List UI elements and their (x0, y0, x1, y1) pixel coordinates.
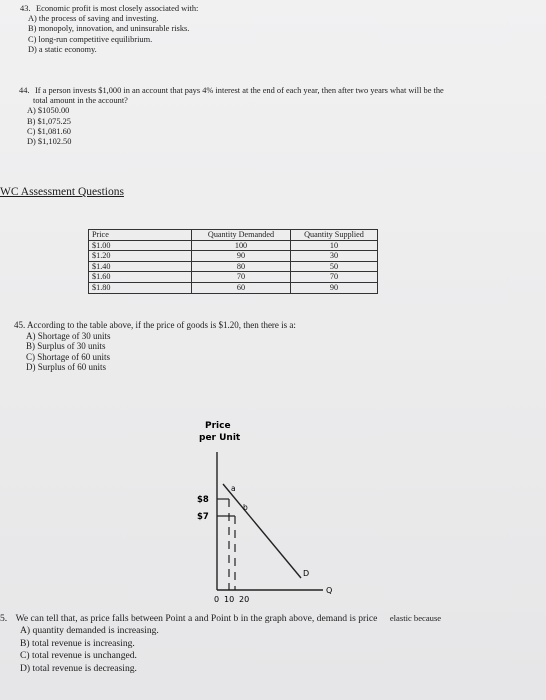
question-45-option-b: B) Surplus of 30 units (26, 341, 106, 352)
demand-curve-label: D (303, 569, 310, 578)
question-46-option-b: B) total revenue is increasing. (20, 637, 135, 649)
supply-demand-table (88, 229, 378, 294)
question-45-option-c: C) Shortage of 60 units (26, 351, 110, 362)
question-45-option-a: A) Shortage of 30 units (26, 330, 111, 341)
table-cell: $1.00 (89, 240, 192, 251)
question-46-option-a: A) quantity demanded is increasing. (20, 625, 159, 637)
question-44-option-c: C) $1,081.60 (27, 126, 71, 136)
question-43-stem: 43. Economic profit is most closely associated with: (20, 4, 199, 13)
table-cell: 30 (291, 251, 378, 262)
table-cell: 70 (291, 272, 378, 283)
question-43 (20, 4, 198, 55)
table-cell: 90 (192, 251, 291, 262)
question-43-option-b: B) monopoly, innovation, and uninsurable risks. (28, 24, 190, 34)
y-tick-8: $8 (197, 495, 209, 505)
table-row (89, 240, 378, 251)
question-number: 44. (19, 86, 30, 95)
question-44-option-a: A) $1050.00 (27, 106, 70, 116)
question-46-option-c: C) total revenue is unchanged. (20, 650, 137, 662)
question-45 (14, 320, 296, 373)
question-43-option-a: A) the process of saving and investing. (28, 14, 159, 24)
question-45-stem: 45. According to the table above, if the price of goods is $1.20, then there is a: (14, 320, 296, 330)
x-tick-20: 20 (239, 595, 250, 604)
question-46-stem: 5. We can tell that, as price falls between Point a and Point b in the graph above, demand is price elastic because (0, 613, 442, 624)
y-tick-7: $7 (197, 512, 209, 522)
x-axis-label: Q (326, 586, 333, 595)
question-43-option-d: D) a static economy. (28, 44, 97, 54)
table-row (89, 272, 378, 283)
table-cell: 90 (291, 282, 378, 293)
point-b-label: b (243, 503, 248, 512)
table-header-qs: Quantity Supplied (291, 230, 378, 241)
question-44-stem: 44. If a person invests $1,000 in an account that pays 4% interest at the end of each year, then after two years what will be the (19, 86, 444, 95)
table-row (89, 261, 378, 272)
question-number: 43. (20, 4, 31, 13)
table-cell: 60 (192, 282, 291, 293)
table-row (89, 251, 378, 262)
table-cell: $1.80 (89, 282, 192, 293)
table-header-qd: Quantity Demanded (192, 230, 291, 241)
table-cell: 50 (291, 261, 378, 272)
x-tick-10: 10 (224, 595, 235, 604)
question-number: 5. (0, 613, 8, 624)
table-cell: $1.40 (89, 261, 192, 272)
table-cell: $1.20 (89, 251, 192, 262)
question-43-option-c: C) long-run competitive equilibrium. (28, 34, 153, 44)
question-45-option-d: D) Surplus of 60 units (26, 362, 107, 373)
question-44-option-b: B) $1,075.25 (27, 116, 71, 126)
table-row (89, 282, 378, 293)
section-title: WC Assessment Questions (0, 186, 124, 198)
question-46-option-d: D) total revenue is decreasing. (20, 662, 137, 674)
table-header-price: Price (89, 230, 192, 241)
demand-graph (195, 418, 345, 608)
question-44-option-d: D) $1,102.50 (27, 137, 72, 147)
question-44-stem-continued: total amount in the account? (33, 96, 128, 106)
table-cell: 70 (192, 272, 291, 283)
table-cell: 80 (192, 261, 291, 272)
table-cell: $1.60 (89, 272, 192, 283)
table-header-row (89, 230, 378, 241)
y-axis-label-line1: Price (205, 421, 231, 431)
question-46 (0, 612, 546, 675)
question-46-stem-end: elastic because (389, 613, 442, 623)
x-tick-0: 0 (214, 595, 220, 604)
question-44 (19, 86, 524, 147)
table-cell: 10 (291, 240, 378, 251)
table-cell: 100 (192, 240, 291, 251)
y-axis-label-line2: per Unit (199, 433, 241, 443)
point-a-label: a (231, 484, 236, 493)
